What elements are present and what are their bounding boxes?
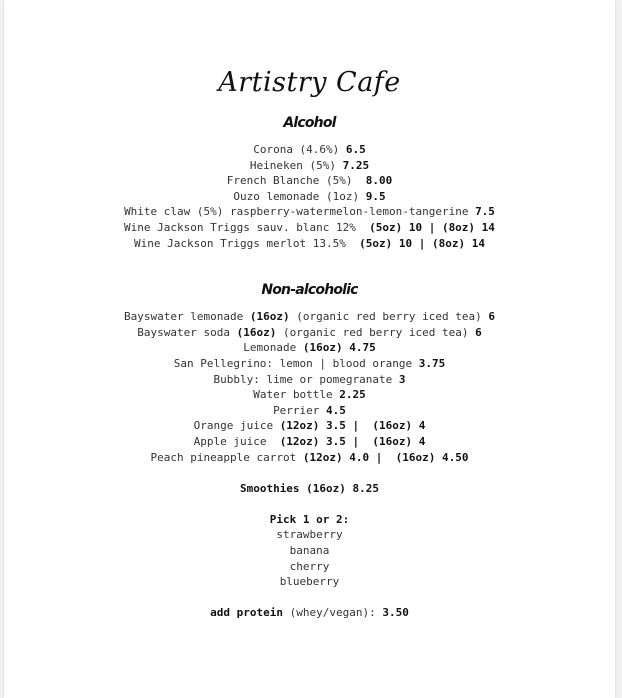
menu-item: Peach pineapple carrot (12oz) 4.0 | (16oz) 4.50 [150,450,469,464]
menu-item: Bayswater lemonade (16oz) (organic red berry iced tea) 6 [124,310,495,324]
price: (5oz) 10 | (8oz) 14 [359,236,485,250]
price: 7.25 [342,158,370,172]
pick-label: Pick 1 or 2: [269,512,350,526]
menu-item: Lemonade (16oz) 4.75 [243,341,376,355]
menu-page [4,0,615,698]
menu-item: White claw (5%) raspberry-watermelon-lemon-tangerine 7.5 [124,205,495,219]
price: 3.50 [382,606,409,620]
smoothie-flavor: blueberry [279,575,340,589]
nonalcoholic-list [4,309,615,465]
menu-item: Wine Jackson Triggs merlot 13.5% (5oz) 10 | (8oz) 14 [133,236,485,250]
section-heading-alcohol: Alcohol [283,115,336,131]
menu-item: Orange juice (12oz) 3.5 | (16oz) 4 [193,419,426,433]
menu-item: Perrier 4.5 [273,403,346,417]
page-title: Artistry Cafe [218,67,401,98]
smoothies-line: Smoothies (16oz) 8.25 [239,481,380,495]
price: 7.5 [475,205,495,219]
price: 9.5 [365,189,386,203]
smoothie-flavor-list [4,527,615,589]
smoothie-flavor: cherry [289,559,330,573]
menu-content [4,66,615,621]
menu-item: Heineken (5%) 7.25 [249,158,370,172]
price: 6 [488,310,495,324]
price: 8.00 [365,174,393,188]
menu-item: San Pellegrino: lemon | blood orange 3.75 [173,356,446,370]
smoothie-flavor: banana [289,544,330,558]
add-protein-line: add protein (whey/vegan): 3.50 [210,606,409,620]
price: 6.5 [345,143,366,156]
menu-item: Apple juice (12oz) 3.5 | (16oz) 4 [193,434,426,448]
price: 6 [475,325,482,339]
section-heading-nonalcoholic: Non-alcoholic [261,282,358,299]
menu-item: French Blanche (5%) 8.00 [226,174,393,188]
menu-item: Bayswater soda (16oz) (organic red berry iced tea) 6 [137,325,482,339]
alcohol-list [4,142,615,251]
menu-item: Bubbly: lime or pomegranate 3 [213,372,406,386]
price: (5oz) 10 | (8oz) 14 [369,220,495,234]
smoothie-flavor: strawberry [276,528,343,542]
menu-item: Ouzo lemonade (1oz) 9.5 [233,189,386,203]
menu-item: Corona (4.6%) 6.5 [253,143,366,156]
menu-item: Wine Jackson Triggs sauv. blanc 12% (5oz) 10 | (8oz) 14 [124,220,495,234]
menu-item: Water bottle 2.25 [253,388,366,402]
